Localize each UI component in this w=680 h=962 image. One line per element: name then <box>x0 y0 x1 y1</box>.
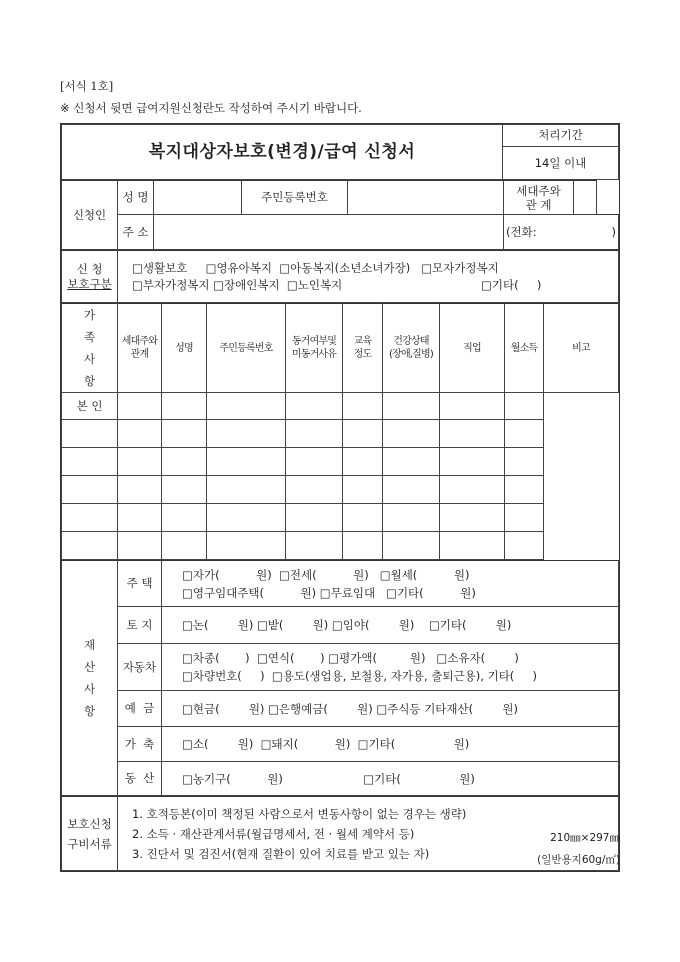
family-column-header <box>505 304 544 393</box>
family-cell[interactable] <box>383 476 440 504</box>
asset-row <box>62 727 619 762</box>
asset-option-line[interactable]: □현금( 원) □은행예금( 원) □주식등 기타재산( 원) <box>182 701 518 716</box>
family-cell[interactable] <box>286 420 343 448</box>
asset-options <box>162 762 619 796</box>
form-code: [서식 1호] <box>60 79 114 93</box>
family-label-char: 족 <box>83 330 96 344</box>
processing-period-label: 처리기간 <box>503 125 619 147</box>
family-cell[interactable] <box>440 504 505 532</box>
name-label: 성 명 <box>118 181 154 215</box>
family-header-text: 교육 <box>353 336 372 347</box>
family-cell[interactable] <box>440 532 505 560</box>
family-cell[interactable] <box>383 420 440 448</box>
documents-section <box>61 796 619 871</box>
family-column-header <box>118 304 162 393</box>
family-cell[interactable] <box>440 476 505 504</box>
family-cell[interactable] <box>343 504 383 532</box>
document-item: 2. 소득 · 재산관계서류(월급명세서, 전 · 월세 계약서 등) <box>132 826 415 841</box>
family-cell[interactable] <box>162 532 207 560</box>
assets-label-char: 항 <box>83 704 96 718</box>
family-cell[interactable] <box>383 532 440 560</box>
family-header-text: (장애,질병) <box>388 349 434 360</box>
family-cell[interactable] <box>505 504 544 532</box>
assets-label-char: 재 <box>83 638 96 652</box>
form-title: 복지대상자보호(변경)/급여 신청서 <box>62 125 503 180</box>
asset-option-line[interactable]: □농기구( 원) □기타( 원) <box>182 771 475 786</box>
application-form <box>60 123 620 872</box>
asset-row <box>62 561 619 607</box>
family-cell[interactable] <box>207 420 286 448</box>
assets-label <box>62 561 118 796</box>
family-label <box>62 304 118 393</box>
family-row <box>62 504 619 532</box>
document-item: 1. 호적등본(이미 책정된 사람으로서 변동사항이 없는 경우는 생략) <box>132 806 467 821</box>
documents-label-line1: 보호신청 <box>67 816 112 831</box>
family-row <box>62 448 619 476</box>
protection-options-line1[interactable]: □생활보호 □영유아복지 □아동복지(소년소녀가장) □모자가정복지 <box>132 260 499 275</box>
paper-type: (일반용지60g/㎡) <box>537 854 620 866</box>
address-label: 주 소 <box>118 215 154 250</box>
family-cell[interactable] <box>162 504 207 532</box>
family-cell[interactable] <box>162 420 207 448</box>
family-cell[interactable] <box>440 448 505 476</box>
applicant-section <box>61 180 619 250</box>
family-cell[interactable] <box>162 393 207 420</box>
family-row <box>62 420 619 448</box>
family-column-header <box>343 304 383 393</box>
assets-section <box>61 560 619 796</box>
family-self-label: 본 인 <box>62 393 118 420</box>
family-cell[interactable] <box>505 476 544 504</box>
paper-size: 210㎜×297㎜ <box>550 832 620 844</box>
protection-label <box>62 251 118 303</box>
family-label-char: 항 <box>83 374 96 388</box>
family-header-text: 월소득 <box>510 342 538 354</box>
family-row <box>62 532 619 560</box>
family-column-header <box>440 304 505 393</box>
family-cell[interactable] <box>505 393 544 420</box>
family-cell[interactable] <box>286 393 343 420</box>
family-cell[interactable] <box>207 504 286 532</box>
family-cell[interactable] <box>62 504 118 532</box>
protection-options-line2-text[interactable]: □부자가정복지 □장애인복지 □노인복지 <box>132 277 343 292</box>
asset-type-label: 예 금 <box>118 691 162 727</box>
family-cell[interactable] <box>118 448 162 476</box>
family-cell[interactable] <box>343 532 383 560</box>
address-field[interactable] <box>154 215 504 250</box>
relation-label-line2: 관 계 <box>525 197 552 212</box>
asset-type-label: 주 택 <box>118 561 162 607</box>
family-cell[interactable] <box>118 420 162 448</box>
protection-other-option[interactable]: □기타( ) <box>481 277 542 292</box>
asset-option-line[interactable]: □논( 원) □밭( 원) □임야( 원) □기타( 원) <box>182 618 512 632</box>
family-cell[interactable] <box>62 476 118 504</box>
family-cell[interactable] <box>383 448 440 476</box>
family-cell[interactable] <box>62 448 118 476</box>
asset-row <box>62 762 619 796</box>
relation-label-line1: 세대주와 <box>516 183 561 198</box>
name-field[interactable] <box>154 181 242 215</box>
family-cell[interactable] <box>286 532 343 560</box>
family-header-text: 주민등록번호 <box>219 342 273 354</box>
family-header-text: 정도 <box>353 349 372 360</box>
family-row <box>62 393 619 420</box>
family-column-header <box>286 304 343 393</box>
family-cell[interactable] <box>343 393 383 420</box>
family-cell[interactable] <box>162 448 207 476</box>
rrn-field[interactable] <box>348 181 504 215</box>
asset-option-line[interactable]: □소( 원) □돼지( 원) □기타( 원) <box>182 737 470 751</box>
family-cell[interactable] <box>286 476 343 504</box>
asset-type-label: 자동차 <box>118 644 162 691</box>
asset-row <box>62 607 619 644</box>
family-cell[interactable] <box>118 504 162 532</box>
relation-label <box>504 181 574 215</box>
family-cell[interactable] <box>286 448 343 476</box>
family-cell[interactable] <box>383 393 440 420</box>
family-cell[interactable] <box>162 476 207 504</box>
protection-section <box>61 250 619 303</box>
family-cell[interactable] <box>343 420 383 448</box>
family-header-text: 관계 <box>130 349 149 360</box>
family-cell[interactable] <box>207 476 286 504</box>
family-header-text: 성명 <box>175 342 193 354</box>
family-cell[interactable] <box>505 532 544 560</box>
family-column-header <box>162 304 207 393</box>
protection-label-line2: 보호구분 <box>67 276 112 291</box>
assets-label-char: 사 <box>83 682 96 696</box>
family-section <box>61 303 619 560</box>
family-cell[interactable] <box>207 448 286 476</box>
asset-option-line[interactable]: □차종( ) □연식( ) □평가액( 원) □소유자( ) <box>182 651 519 665</box>
asset-options <box>162 561 619 607</box>
family-header-text: 동거여부및 <box>291 336 337 347</box>
family-column-header <box>383 304 440 393</box>
family-cell[interactable] <box>343 448 383 476</box>
documents-label <box>62 797 118 871</box>
family-label-char: 사 <box>83 352 96 366</box>
title-section <box>61 124 619 180</box>
asset-row <box>62 644 619 691</box>
phone-field[interactable] <box>504 215 619 250</box>
asset-option-line[interactable]: □차량번호( ) □용도(생업용, 보철용, 자가용, 출퇴근용), 기타( ) <box>182 669 538 683</box>
family-cell[interactable] <box>505 420 544 448</box>
asset-options <box>162 727 619 762</box>
asset-options <box>162 607 619 644</box>
family-header-text: 미동거사유 <box>291 349 337 360</box>
protection-label-line1: 신 청 <box>76 261 103 276</box>
family-row <box>62 476 619 504</box>
family-cell[interactable] <box>118 393 162 420</box>
assets-label-char: 산 <box>83 660 96 674</box>
family-cell[interactable] <box>62 420 118 448</box>
family-cell[interactable] <box>343 476 383 504</box>
asset-row <box>62 691 619 727</box>
relation-field[interactable] <box>574 181 597 215</box>
protection-options-line2[interactable] <box>132 277 615 294</box>
family-cell[interactable] <box>286 504 343 532</box>
family-header-text: 직업 <box>463 342 481 354</box>
family-cell[interactable] <box>505 448 544 476</box>
asset-option-line[interactable]: □자가( 원) □전세( 원) □월세( 원) <box>182 567 470 582</box>
family-cell[interactable] <box>62 532 118 560</box>
asset-type-label: 토 지 <box>118 607 162 644</box>
processing-period-value: 14일 이내 <box>503 147 619 180</box>
applicant-label: 신청인 <box>62 181 118 250</box>
family-header-text: 비고 <box>572 342 590 354</box>
document-item: 3. 진단서 및 검진서(현재 질환이 있어 치료를 받고 있는 자) <box>132 846 430 861</box>
family-cell[interactable] <box>440 393 505 420</box>
family-header-text: 세대주와 <box>121 336 158 347</box>
family-column-header <box>544 304 619 393</box>
family-label-char: 가 <box>83 308 96 322</box>
asset-type-label: 동 산 <box>118 762 162 796</box>
asset-type-label: 가 축 <box>118 727 162 762</box>
family-cell[interactable] <box>118 532 162 560</box>
phone-label: (전화: <box>506 224 537 239</box>
rrn-label: 주민등록번호 <box>242 181 348 215</box>
family-cell[interactable] <box>207 393 286 420</box>
asset-option-line[interactable]: □영구임대주택( 원) □무료임대 □기타( 원) <box>182 585 476 600</box>
family-header-text: 건강상태 <box>393 336 429 347</box>
family-cell[interactable] <box>440 420 505 448</box>
family-cell[interactable] <box>383 504 440 532</box>
family-cell[interactable] <box>207 532 286 560</box>
family-column-header <box>207 304 286 393</box>
phone-close: ) <box>611 224 616 239</box>
documents-label-line2: 구비서류 <box>67 836 112 851</box>
asset-options <box>162 691 619 727</box>
family-cell[interactable] <box>118 476 162 504</box>
asset-options <box>162 644 619 691</box>
notice-text: ※ 신청서 뒷면 급여지원신청란도 작성하여 주시기 바랍니다. <box>60 101 362 115</box>
